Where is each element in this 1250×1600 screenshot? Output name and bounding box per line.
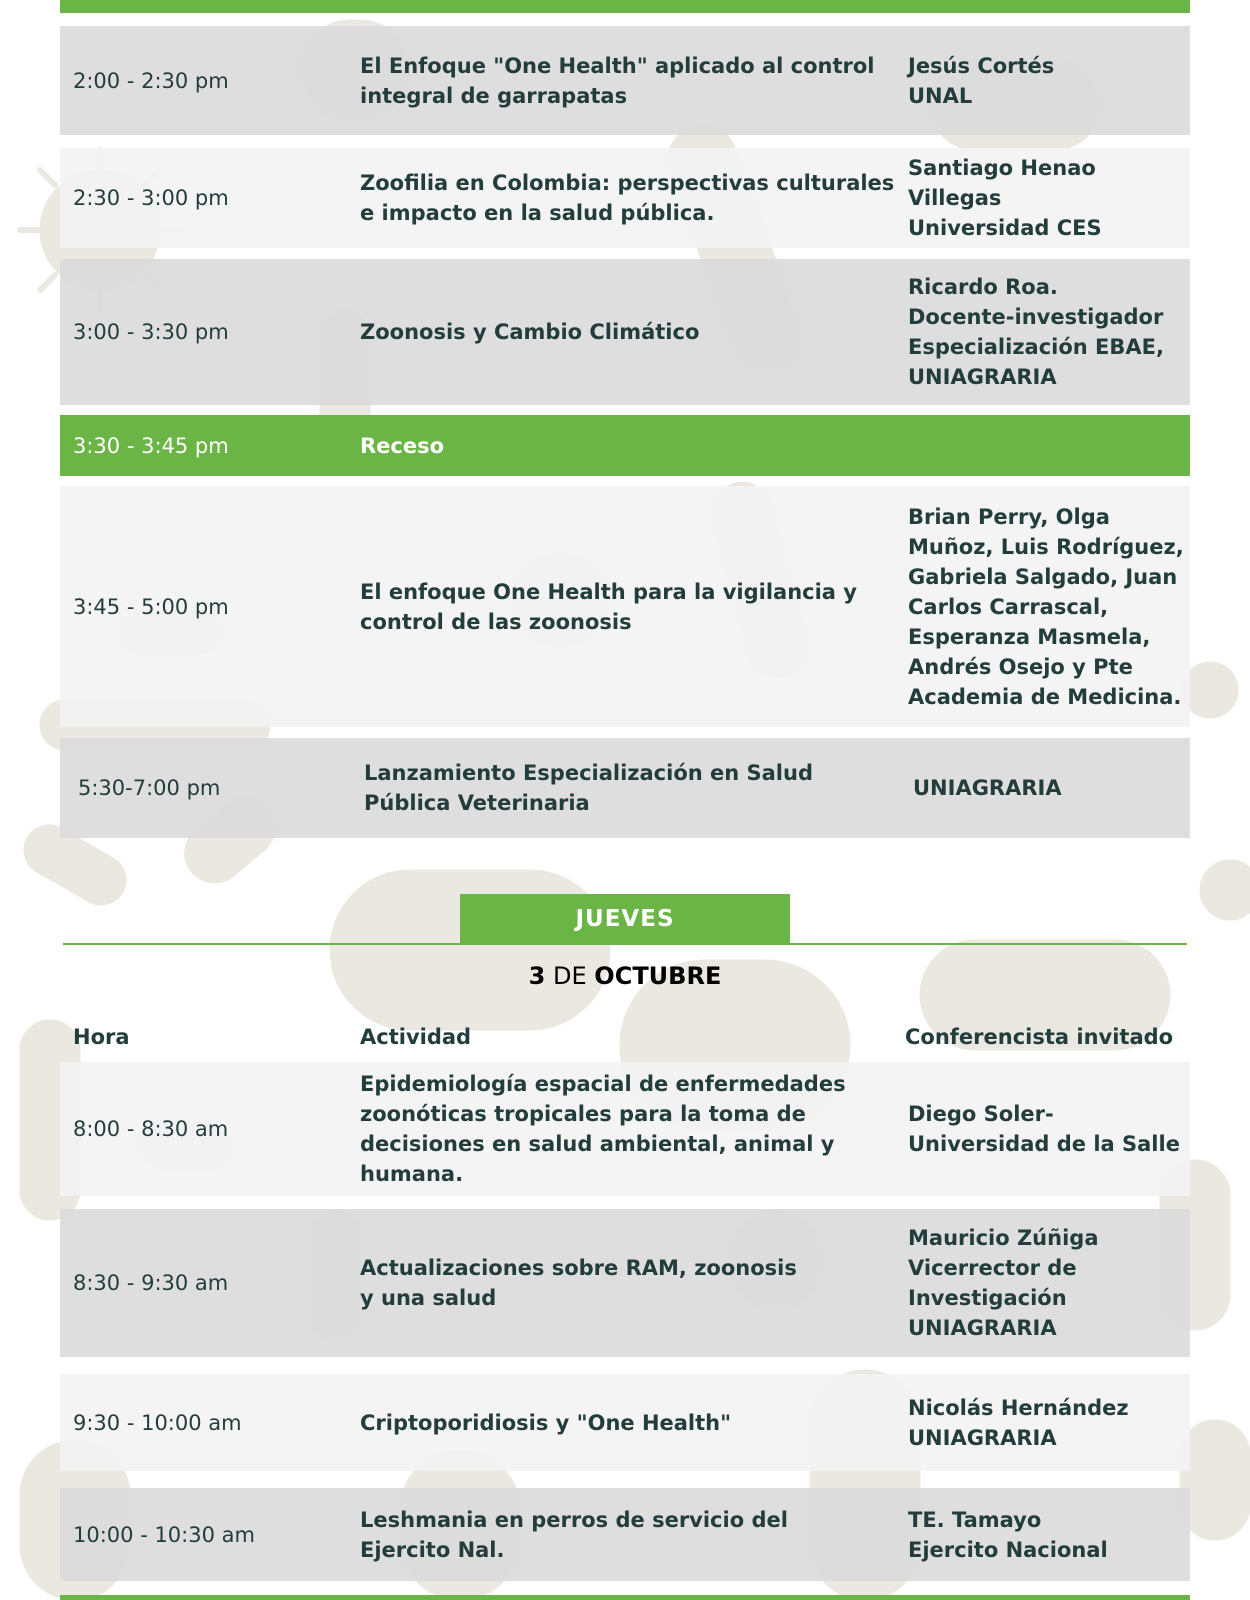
schedule-row — [60, 1374, 1190, 1471]
break-time: 3:30 - 3:45 pm — [73, 433, 229, 458]
row-activity: Actualizaciones sobre RAM, zoonosis y una salud — [360, 1256, 797, 1310]
day-date — [0, 962, 1250, 990]
row-time: 10:00 - 10:30 am — [73, 1522, 255, 1547]
row-speaker: Ricardo Roa. Docente-investigador Especialización EBAE, UNIAGRARIA — [908, 275, 1164, 389]
schedule-row — [60, 738, 1190, 838]
top-green-bar — [60, 0, 1190, 13]
row-speaker: TE. Tamayo Ejercito Nacional — [908, 1507, 1108, 1562]
row-speaker: Santiago Henao Villegas Universidad CES — [908, 156, 1102, 240]
row-time: 9:30 - 10:00 am — [73, 1410, 242, 1435]
row-time: 3:45 - 5:00 pm — [73, 594, 229, 619]
day-tab-jueves: JUEVES — [460, 894, 790, 943]
header-hora: Hora — [73, 1025, 130, 1049]
schedule-row — [60, 1062, 1190, 1196]
schedule-row — [60, 259, 1190, 405]
schedule-row — [60, 148, 1190, 248]
break-label: Receso — [360, 433, 445, 458]
schedule-row — [60, 486, 1190, 727]
row-speaker: Mauricio Zúñiga Vicerrector de Investigación UNIAGRARIA — [908, 1226, 1099, 1340]
row-activity: Zoonosis y Cambio Climático — [360, 320, 700, 344]
row-speaker: Diego Soler- Universidad de la Salle — [908, 1102, 1180, 1156]
row-speaker: Nicolás Hernández UNIAGRARIA — [908, 1395, 1129, 1450]
row-time: 8:30 - 9:30 am — [73, 1271, 229, 1295]
row-speaker: Brian Perry, Olga Muñoz, Luis Rodríguez, Gabriela Salgado, Juan Carlos Carrascal, Esperanza Masmela, Andrés Osejo y Pte Academia de Medicina. — [908, 504, 1184, 709]
row-activity: El Enfoque "One Health" aplicado al control integral de garrapatas — [360, 53, 875, 108]
row-time: 8:00 - 8:30 am — [73, 1117, 229, 1141]
schedule-row — [60, 1488, 1190, 1581]
row-time: 2:30 - 3:00 pm — [73, 186, 229, 210]
row-time: 5:30-7:00 pm — [78, 776, 221, 800]
row-speaker: UNIAGRARIA — [913, 776, 1062, 800]
row-time: 2:00 - 2:30 pm — [73, 68, 229, 93]
break-row — [60, 415, 1190, 476]
day-divider — [63, 943, 1187, 945]
row-activity: Leshmania en perros de servicio del Ejercito Nal. — [360, 1507, 788, 1562]
header-conferencista: Conferencista invitado — [905, 1025, 1174, 1049]
row-activity: Zoofilia en Colombia: perspectivas culturales e impacto en la salud pública. — [360, 171, 895, 225]
row-time: 3:00 - 3:30 pm — [73, 320, 229, 344]
row-activity: Criptoporidiosis y "One Health" — [360, 1410, 732, 1435]
row-speaker: Jesús Cortés UNAL — [908, 53, 1055, 108]
date-number: 3 — [528, 962, 546, 990]
row-activity: Lanzamiento Especialización en Salud Pública Veterinaria — [364, 761, 813, 815]
schedule-row — [60, 26, 1190, 135]
date-month: OCTUBRE — [594, 962, 722, 990]
row-activity: El enfoque One Health para la vigilancia y control de las zoonosis — [360, 579, 857, 634]
date-connector: DE — [553, 962, 587, 990]
row-activity: Epidemiología espacial de enfermedades zoonóticas tropicales para la toma de decisiones en salud ambiental, animal y humana. — [360, 1072, 846, 1186]
header-actividad: Actividad — [360, 1025, 472, 1049]
bottom-green-bar — [60, 1595, 1190, 1600]
schedule-row — [60, 1209, 1190, 1357]
